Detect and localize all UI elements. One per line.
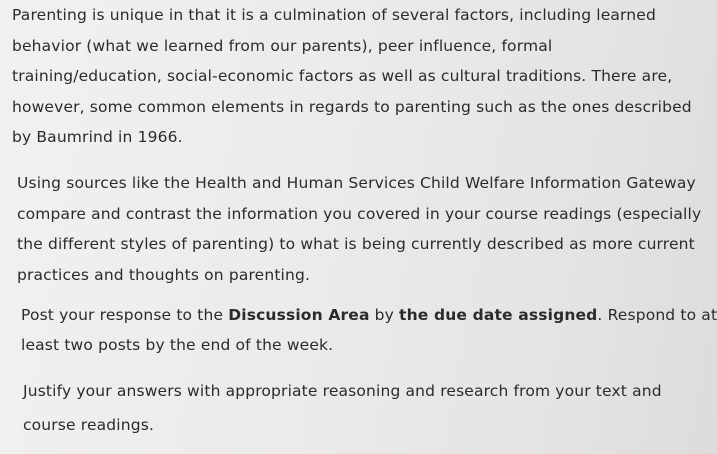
text-line: [21, 300, 717, 330]
due-date-emphasis: the due date assigned: [399, 306, 598, 324]
text-line: least two posts by the end of the week.: [21, 336, 334, 354]
text-line: however, some common elements in regards to parenting such as the ones described: [12, 97, 692, 116]
text-line: by Baumrind in 1966.: [12, 128, 183, 146]
text-line: compare and contrast the information you covered in your course readings (especially: [17, 204, 702, 223]
paragraph-intro: [12, 0, 692, 153]
paragraph-justify: [23, 374, 662, 442]
text-segment: Post your response to the: [21, 306, 229, 324]
text-line: training/education, social-economic factors as well as cultural traditions. There are,: [12, 67, 673, 85]
paragraph-post-response: [21, 300, 717, 360]
text-line: course readings.: [23, 416, 155, 434]
text-segment: . Respond to at: [597, 306, 717, 324]
text-line: practices and thoughts on parenting.: [17, 265, 311, 284]
text-line: behavior (what we learned from our parents), peer influence, formal: [12, 36, 553, 55]
text-line: Justify your answers with appropriate reasoning and research from your text and: [23, 382, 662, 400]
text-line: Parenting is unique in that it is a culmination of several factors, including learned: [12, 6, 656, 24]
text-line: the different styles of parenting) to what is being currently described as more current: [17, 235, 695, 253]
discussion-area-emphasis: Discussion Area: [228, 306, 370, 324]
text-line: Using sources like the Health and Human Services Child Welfare Information Gateway: [17, 174, 696, 192]
text-segment: by: [369, 306, 400, 324]
paragraph-instructions: [17, 168, 701, 290]
